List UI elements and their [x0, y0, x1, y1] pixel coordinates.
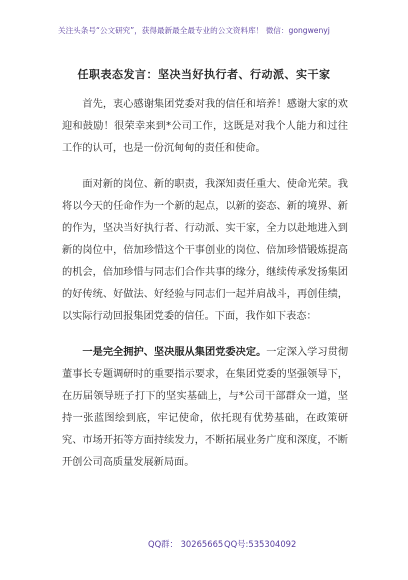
document-title: 任职表态发言：坚决当好执行者、行动派、实干家	[77, 68, 331, 81]
paragraph-commitment: 面对新的岗位、新的职责，我深知责任重大、使命光荣。我将以今天的任命作为一个新的起点，以新的姿态、新的境界、新的作为，坚决当好执行者、行动派、实干家，全力以赴地进入到新的岗位中，倍加珍惜这个干事创业的岗位、倍加珍惜锻炼提高的机会，倍加珍惜与同志们合作共事的缘分，继续传承发扬集团的好传统、好做法、好经验与同志们一起并肩战斗，再创佳绩，以实际行动回报集团党委的信任。下面，我作如下表态：	[62, 179, 348, 322]
document-body	[62, 94, 348, 482]
header-banner: 关注头条号“公文研究”，获得最新最全最专业的公文资料库！ 微信：gongwenyj	[58, 26, 330, 35]
footer-qq-number: QQ号:535304092	[224, 539, 297, 549]
paragraph-intro: 首先，衷心感谢集团党委对我的信任和培养！感谢大家的欢迎和鼓励！很荣幸来到*公司工作，这既是对我个人能力和过往工作的认可，也是一份沉甸甸的责任和使命。	[62, 99, 348, 154]
footer-qq-group: QQ群： 30265665	[148, 539, 224, 549]
point-1-lead: 一是完全拥护、坚决服从集团党委决定。	[82, 347, 267, 358]
point-1-text: 一定深入学习贯彻董事长专题调研时的重要指示要求，在集团党委的坚强领导下，在历届领导班子打下的坚实基础上，与*公司干部群众一道，坚持一张蓝图绘到底，牢记使命，依托现有优势基础，在政策研究、市场开拓等方面持续发力，不断拓展业务广度和深度，不断开创公司高质量发展新局面。	[62, 347, 349, 468]
paragraph-point-1	[62, 342, 348, 474]
